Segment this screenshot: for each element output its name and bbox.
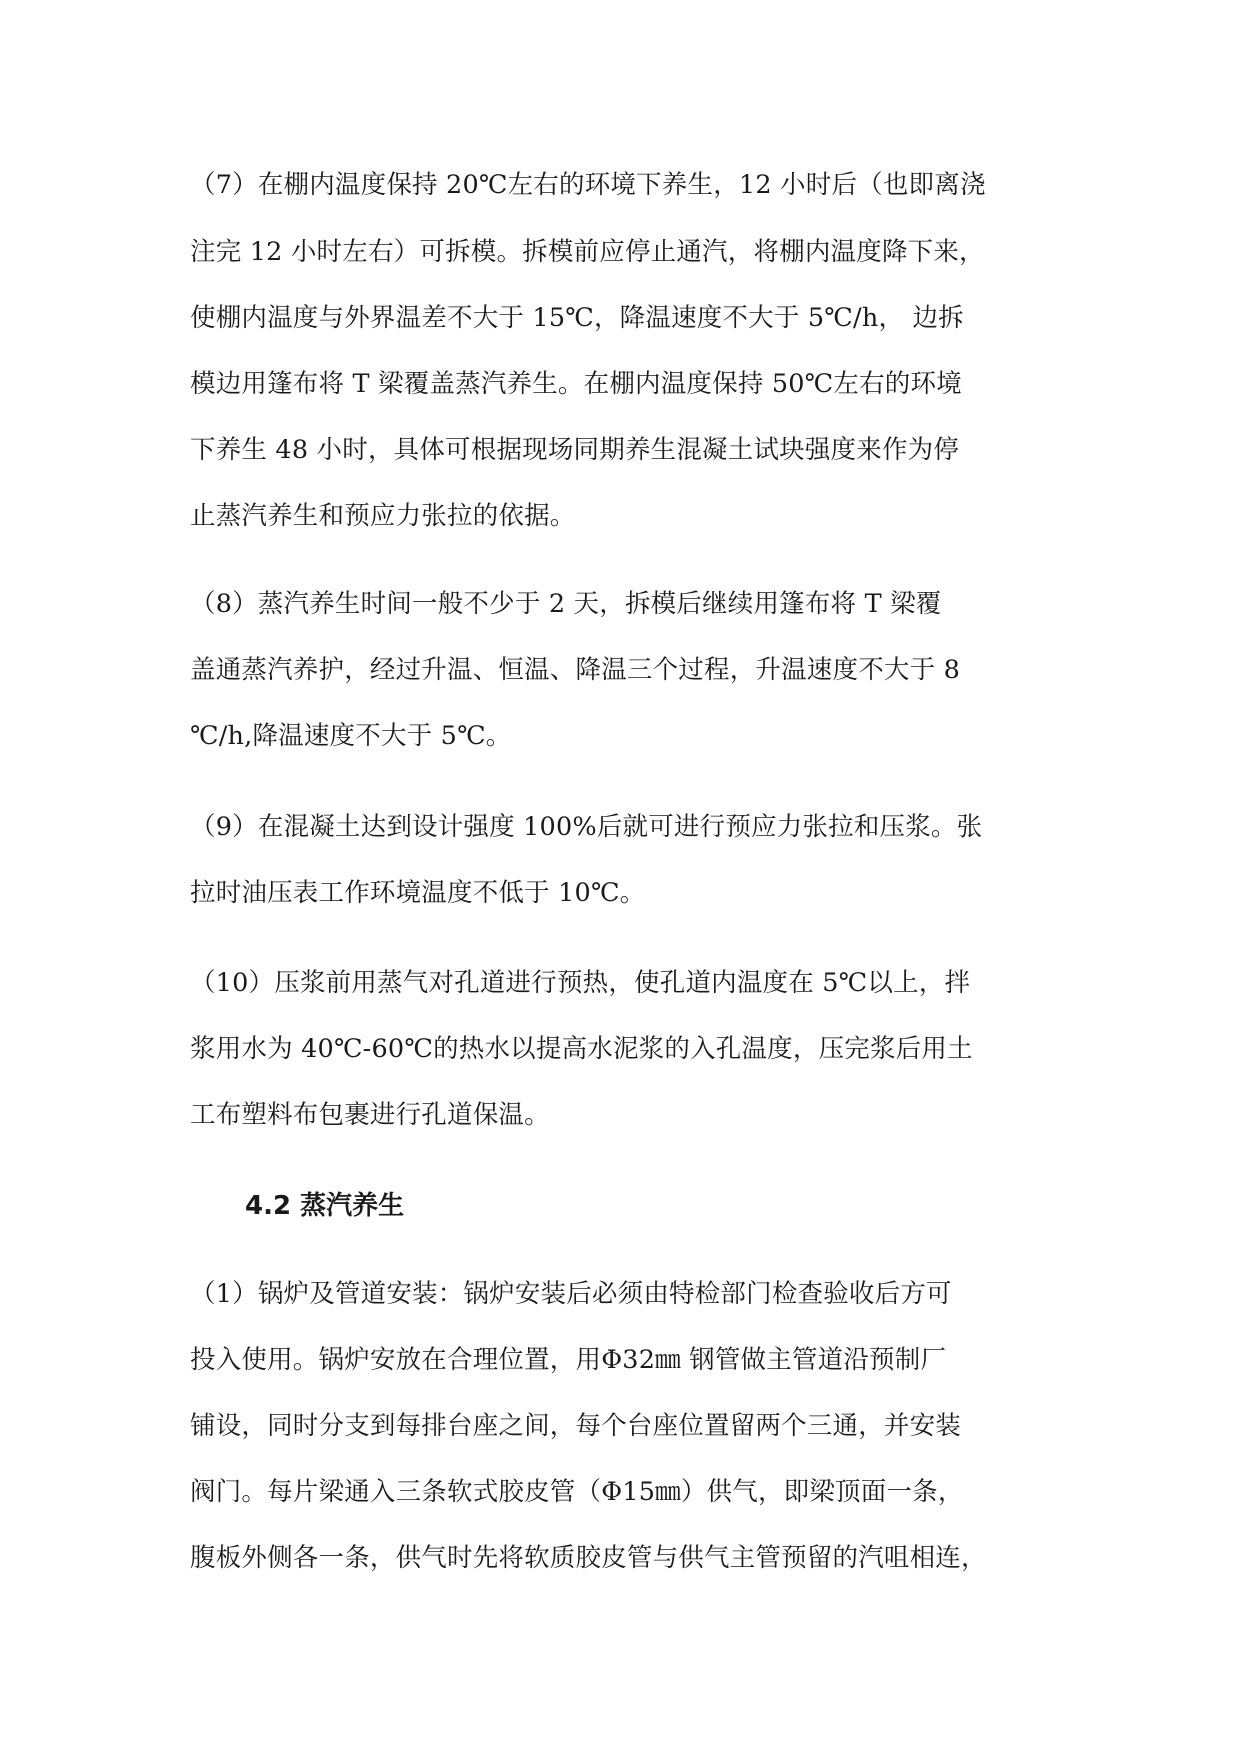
text-line: （1）锅炉及管道安装：锅炉安装后必须由特检部门检查验收后方可 (190, 1279, 952, 1309)
text-line: （8）蒸汽养生时间一般不少于 2 天，拆模后继续用篷布将 T 梁覆 (190, 589, 942, 619)
text-line: ℃/h,降温速度不大于 5℃。 (190, 721, 512, 751)
text-line: （7）在棚内温度保持 20℃左右的环境下养生，12 小时后（也即离浇 (190, 170, 986, 200)
text-line: 浆用水为 40℃-60℃的热水以提高水泥浆的入孔温度，压完浆后用土 (190, 1034, 973, 1064)
text-line: （9）在混凝土达到设计强度 100%后就可进行预应力张拉和压浆。张 (190, 812, 983, 842)
text-line: （10）压浆前用蒸气对孔道进行预热，使孔道内温度在 5℃以上，拌 (190, 968, 971, 998)
section-heading: 4.2 蒸汽养生 (245, 1191, 405, 1221)
text-line: 注完 12 小时左右）可拆模。拆模前应停止通汽，将棚内温度降下来， (190, 237, 985, 267)
text-line: 工布塑料布包裹进行孔道保温。 (190, 1100, 550, 1130)
text-line: 模边用篷布将 T 梁覆盖蒸汽养生。在棚内温度保持 50℃左右的环境 (190, 369, 962, 399)
text-line: 使棚内温度与外界温差不大于 15℃，降温速度不大于 5℃/h， 边拆 (190, 303, 964, 333)
text-line: 腹板外侧各一条，供气时先将软质胶皮管与供气主管预留的汽咀相连， (190, 1543, 987, 1573)
text-line: 拉时油压表工作环境温度不低于 10℃。 (190, 878, 646, 908)
text-line: 投入使用。锅炉安放在合理位置，用Φ32㎜ 钢管做主管道沿预制厂 (190, 1345, 947, 1375)
text-line: 铺设，同时分支到每排台座之间，每个台座位置留两个三通，并安装 (190, 1411, 962, 1441)
text-line: 盖通蒸汽养护，经过升温、恒温、降温三个过程，升温速度不大于 8 (190, 655, 961, 685)
text-line: 止蒸汽养生和预应力张拉的依据。 (190, 501, 576, 531)
text-line: 下养生 48 小时，具体可根据现场同期养生混凝土试块强度来作为停 (190, 435, 960, 465)
text-line: 阀门。每片梁通入三条软式胶皮管（Φ15㎜）供气，即梁顶面一条， (190, 1477, 964, 1507)
